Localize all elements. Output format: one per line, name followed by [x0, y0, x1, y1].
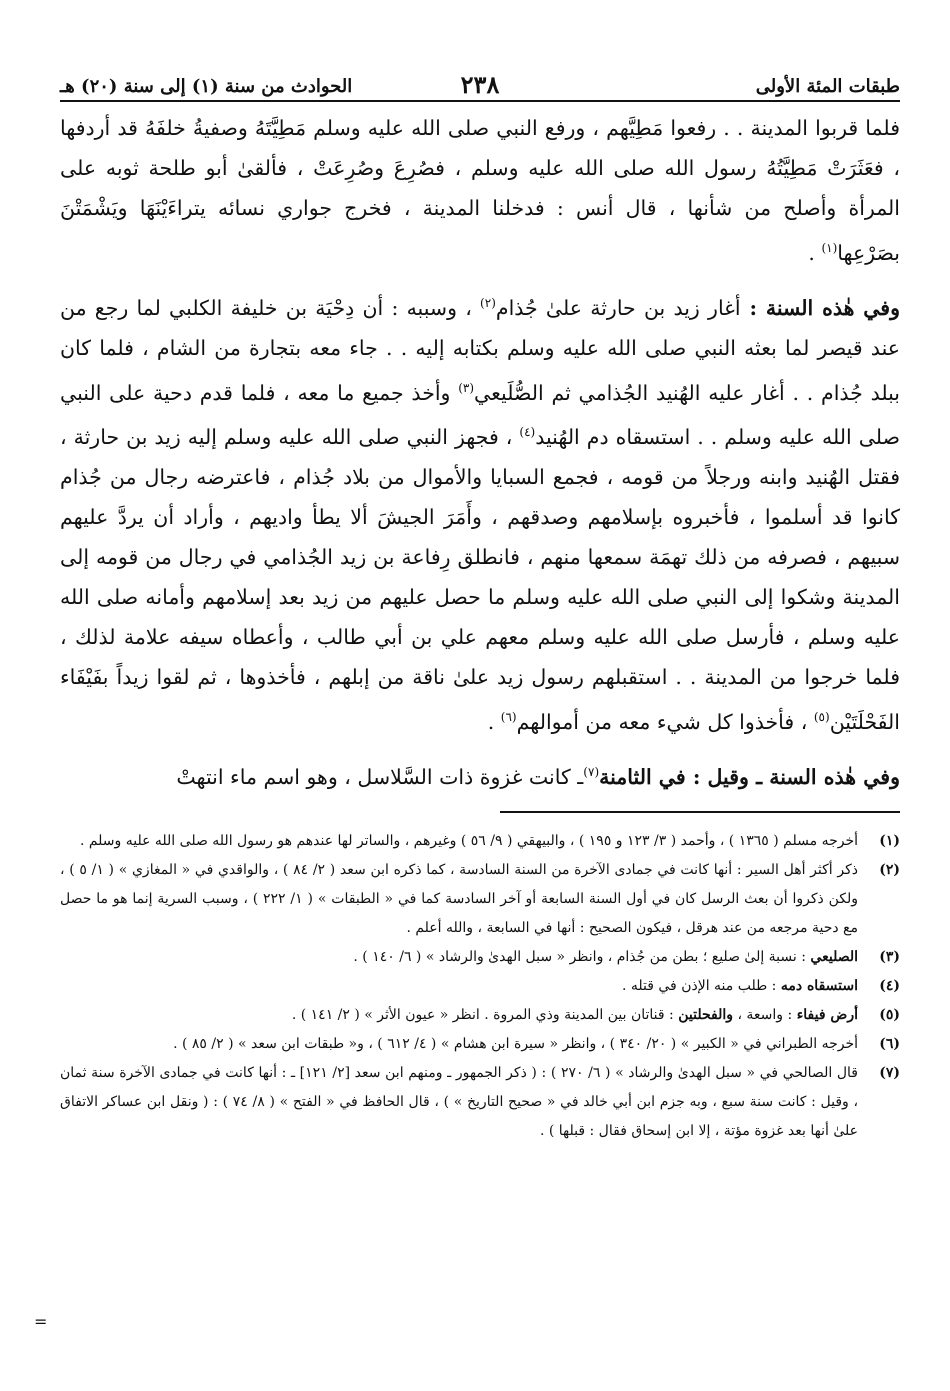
footnote-number: (٢): [879, 861, 900, 878]
footnote-text: ذكر أكثر أهل السير : أنها كانت في جمادى الآخرة من السنة السادسة ، كما ذكره ابن سعد ( ٢/ ٨٤ ) ، والواقدي في « المغازي » ( ١/ ٥ ) ، ولكن ذكروا أن بعث الرسل كان في أول السنة السابعة أو آخر السادسة كما في « الطبقات » ( ١/ ٢٢٢ ) ، وسبب السرية إنما هو ما حصل مع دحية مرجعه من عند هرقل ، فيكون الصحيح : أنها في السابعة ، والله أعلم .: [60, 861, 858, 936]
footnote-term: أرض فيفاء: [796, 1006, 858, 1023]
footnote-number: (٣): [879, 948, 900, 965]
footnote-divider: [500, 811, 900, 813]
paragraph-3: [60, 752, 900, 797]
margin-mark: =: [34, 1312, 48, 1331]
footnote-body: [60, 943, 858, 972]
footnote-term: الصليعي: [810, 948, 858, 965]
page-number: ٢٣٨: [460, 70, 500, 99]
footnote-ref[interactable]: (٢): [480, 295, 496, 310]
footnote-1: [60, 827, 900, 856]
footnote-text: أخرجه مسلم ( ١٣٦٥ ) ، وأحمد ( ٣/ ١٢٣ و ١٩٥ ) ، والبيهقي ( ٩/ ٥٦ ) وغيرهم ، والساتر لها عندهم هو رسول الله صلى الله عليه وسلم .: [79, 832, 858, 849]
footnote-number: (٤): [879, 977, 900, 994]
footnote-term: استسقاه دمه: [780, 977, 858, 994]
paragraph-text: ، فجهز النبي صلى الله عليه وسلم إليه زيد بن حارثة ، فقتل الهُنيد وابنه ورجلاً من قومه ، فجمع السبايا والأموال من بلاد جُذام ، فاعترضه رجال من جُذام كانوا قد أسلموا ، فأخبروه بإسلامهم وصدقهم ، وأَمَرَ الجيشَ ألا يطأ واديهم ، وأراد أن يردَّ عليهم سبيهم ، فصرفه من ذلك تهمَة سمعها منهم ، فانطلق رِفاعة بن زيد الجُذامي في رجال من قومه إلى المدينة وشكوا إلى النبي صلى الله عليه وسلم ما حصل عليهم من زيد بعد إسلامهم وأمانه صلى الله عليه وسلم ، فأرسل صلى الله عليه وسلم معهم علي بن أبي طالب ، وأعطاه سيفه علامة لذلك ، فلما خرجوا من المدينة . . استقبلهم رسول زيد علىٰ ناقة من إبلهم ، فأخذوها ، ثم لقوا زيداً بفَيْفَاء الفَحْلَتَيْن: [60, 425, 900, 735]
footnote-text: قال الصالحي في « سبل الهدىٰ والرشاد » ( ٦/ ٢٧٠ ) : ( ذكر الجمهور ـ ومنهم ابن سعد [٢/ ١٢١] ـ : أنها كانت في جمادى الآخرة سنة ثمان ، وقيل : كانت سنة سبع ، وبه جزم ابن أبي خالد في « صحيح التاريخ » ) ، قال الحافظ في « الفتح » ( ٨/ ٧٤ ) : ( ونقل ابن عساكر الاتفاق علىٰ أنها بعد غزوة مؤتة ، إلا ابن إسحاق فقال : قبلها ) .: [60, 1064, 858, 1139]
section-lead: وفي هٰذه السنة :: [740, 295, 901, 320]
paragraph-text: أغار زيد بن حارثة علىٰ جُذام: [495, 295, 741, 320]
footnote-text: : واسعة ،: [733, 1006, 797, 1023]
footnotes: [60, 827, 900, 1146]
book-title: طبقات المئة الأولى: [755, 76, 900, 97]
paragraph-tail: .: [808, 240, 822, 265]
footnote-3: [60, 943, 900, 972]
footnote-text: : نسبة إلىٰ صليع ؛ بطن من جُذام ، وانظر « سبل الهدىٰ والرشاد » ( ٦/ ١٤٠ ) .: [353, 948, 811, 965]
paragraph-text: ، وسببه : أن دِحْيَة بن خليفة الكلبي لما رجع من عند قيصر لما بعثه النبي صلى الله عليه وسلم بكتابه إليه . . جاء معه بتجارة من الشام ، فلما كان ببلد جُذام . . أغار عليه الهُنيد الجُذامي ثم الصُّلَيعي: [60, 295, 901, 405]
running-header: [60, 70, 900, 102]
footnote-text: : قناتان بين المدينة وذي المروة . انظر « عيون الأثر » ( ٢/ ١٤١ ) .: [291, 1006, 679, 1023]
footnote-number: (٧): [879, 1064, 900, 1081]
footnote-ref[interactable]: (٣): [458, 380, 475, 395]
footnote-5: [60, 1001, 900, 1030]
footnote-number: (٥): [879, 1006, 900, 1023]
paragraph-text: فلما قربوا المدينة . . رفعوا مَطِيَّهم ، ورفع النبي صلى الله عليه وسلم مَطِيَّتَهُ وصفيةُ خلفَهُ قد أردفها ، فعَثَرَتْ مَطِيَّتُهُ رسول الله صلى الله عليه وسلم ، فصُرِعَ وصُرِعَتْ ، فألقىٰ أبو طلحة ثوبه على المرأة وأصلح من شأنها ، قال أنس : فدخلنا المدينة ، فخرج جواري نسائه يتراءَيْنَهَا ويَشْمَتْنَ بصَرْعِها: [60, 116, 900, 265]
footnote-number: (١): [879, 832, 900, 849]
footnote-6: [60, 1030, 900, 1059]
book-page: [60, 70, 900, 1146]
footnote-text: : طلب منه الإذن في قتله .: [621, 977, 781, 994]
footnote-4: [60, 972, 900, 1001]
paragraph-text: ، فأخذوا كل شيء معه من أموالهم: [516, 710, 814, 735]
footnote-term: والفحلتين: [678, 1006, 733, 1023]
paragraph-text: وأخذ جميع ما معه ، فلما قدم دحية على النبي صلى الله عليه وسلم . . استسقاه دم الهُنيد: [60, 380, 900, 450]
paragraph-1: [60, 108, 900, 273]
paragraph-text: ـ كانت غزوة ذات السَّلاسل ، وهو اسم ماء انتهتْ: [176, 764, 584, 789]
footnote-7: [60, 1059, 900, 1146]
footnote-body: [60, 972, 858, 1001]
footnote-ref[interactable]: (٤): [519, 425, 536, 440]
paragraph-2: [60, 283, 900, 742]
footnote-2: [60, 856, 900, 943]
footnote-ref[interactable]: (٥): [813, 710, 830, 725]
paragraph-tail: .: [487, 710, 501, 735]
footnote-number: (٦): [879, 1035, 900, 1052]
footnote-ref[interactable]: (١): [821, 241, 838, 255]
footnote-body: [60, 1001, 858, 1030]
chapter-range: الحوادث من سنة (١) إلى سنة (٢٠) هـ: [60, 76, 353, 97]
section-lead: وفي هٰذه السنة ـ وقيل : في الثامنة: [599, 764, 900, 789]
footnote-text: أخرجه الطبراني في « الكبير » ( ٢٠/ ٣٤٠ ) ، وانظر « سيرة ابن هشام » ( ٤/ ٦١٢ ) ، و« طبقات ابن سعد » ( ٢/ ٨٥ ) .: [173, 1035, 858, 1052]
main-text: [60, 108, 900, 797]
footnote-ref[interactable]: (٦): [500, 710, 517, 725]
footnote-ref[interactable]: (٧): [583, 765, 600, 780]
